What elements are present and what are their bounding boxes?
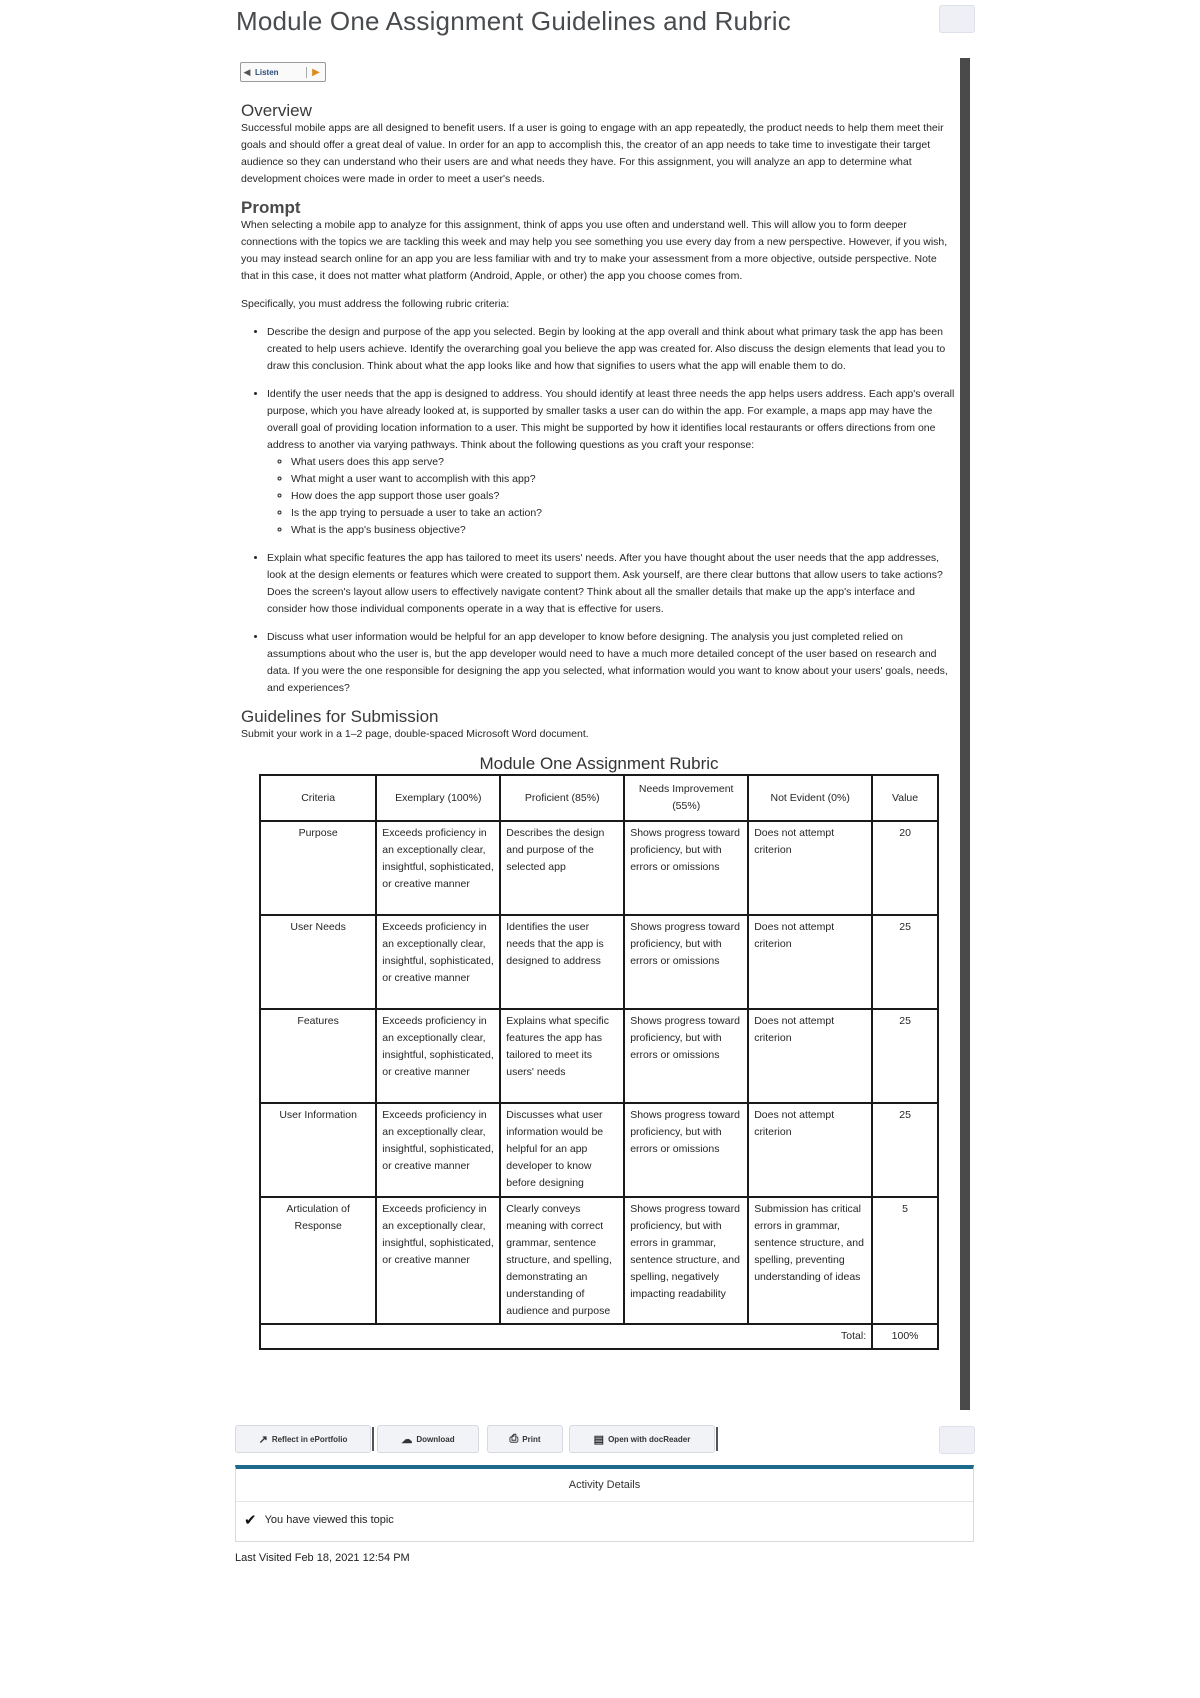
play-icon[interactable]: ▶ xyxy=(306,67,325,78)
rubric-criteria: Purpose xyxy=(260,821,376,915)
action-separator xyxy=(372,1427,374,1451)
rubric-needs-improvement: Shows progress toward proficiency, but with errors or omissions xyxy=(624,915,748,1009)
open-docreader-button[interactable] xyxy=(569,1425,715,1453)
toolbar-corner-button[interactable] xyxy=(939,5,975,33)
rubric-not-evident: Does not attempt criterion xyxy=(748,915,872,1009)
docreader-label: Open with docReader xyxy=(608,1434,691,1444)
rubric-exemplary: Exceeds proficiency in an exceptionally clear, insightful, sophisticated, or creative manner xyxy=(376,821,500,915)
activity-divider xyxy=(236,1501,973,1502)
rubric-value: 5 xyxy=(872,1197,938,1324)
overview-text: Successful mobile apps are all designed to benefit users. If a user is going to engage with an app repeatedly, the product needs to help them meet their goals and should offer a great deal of value. In order for an app to accomplish this, the creator of an app needs to take time to investigate their target audience so they can understand who their users are and what needs they have. For this assignment, you will analyze an app to determine what development choices were made in order to meet a user's needs. xyxy=(241,122,944,185)
speaker-icon: ◀ xyxy=(243,66,251,77)
rubric-row xyxy=(260,1009,938,1103)
rubric-row xyxy=(260,915,938,1009)
rubric-value: 20 xyxy=(872,821,938,915)
criteria-text: Identify the user needs that the app is designed to address. You should identify at least three needs the app helps users address. Each app's overall purpose, which you have already looked at, is supported by smaller tasks a user can do within the app. For example, a maps app may have the overall goal of providing location information to a user. This might be supported by how it identifies local restaurants or offers directions from one address to another via varying pathways. Think about the following questions as you craft your response: xyxy=(267,388,955,451)
rubric-not-evident: Does not attempt criterion xyxy=(748,821,872,915)
print-label: Print xyxy=(522,1434,541,1444)
last-visited: Last Visited Feb 18, 2021 12:54 PM xyxy=(235,1552,410,1564)
rubric-row xyxy=(260,821,938,915)
rubric-header-row xyxy=(260,775,938,821)
guidelines-text: Submit your work in a 1–2 page, double-spaced Microsoft Word document. xyxy=(241,728,589,740)
readspeaker-button[interactable] xyxy=(240,62,326,82)
rubric-row xyxy=(260,1197,938,1324)
questions-list xyxy=(267,454,957,539)
activity-heading: Activity Details xyxy=(568,1479,641,1491)
viewed-status xyxy=(244,1511,973,1529)
rubric-proficient: Clearly conveys meaning with correct grammar, sentence structure, and spelling, demonstrating an understanding of audience and purpose xyxy=(500,1197,624,1324)
readspeaker-label: Listen xyxy=(255,67,279,77)
rubric-header: Exemplary (100%) xyxy=(376,775,500,821)
rubric-needs-improvement: Shows progress toward proficiency, but with errors or omissions xyxy=(624,1103,748,1197)
criteria-text: Explain what specific features the app has tailored to meet its users' needs. After you have thought about the user needs that the app addresses, look at the design elements or features which were created to support them. Ask yourself, are there clear buttons that allow users to take actions? Does the screen's layout allow users to effectively navigate content? Think about all the smaller details that make up the app's interface and consider how those individual components operate in a way that is effective for users. xyxy=(267,552,943,615)
prompt-intro: Specifically, you must address the following rubric criteria: xyxy=(241,298,510,310)
prompt-heading: Prompt xyxy=(241,198,301,217)
criteria-item xyxy=(267,324,957,375)
rubric-table xyxy=(259,774,939,1350)
guidelines-heading: Guidelines for Submission xyxy=(241,707,439,726)
rubric-not-evident: Submission has critical errors in grammar, sentence structure, and spelling, preventing understanding of ideas xyxy=(748,1197,872,1324)
rubric-exemplary: Exceeds proficiency in an exceptionally clear, insightful, sophisticated, or creative manner xyxy=(376,1009,500,1103)
rubric-not-evident: Does not attempt criterion xyxy=(748,1103,872,1197)
rubric-exemplary: Exceeds proficiency in an exceptionally clear, insightful, sophisticated, or creative manner xyxy=(376,915,500,1009)
rubric-title: Module One Assignment Rubric xyxy=(479,754,719,773)
docreader-icon: ▤ xyxy=(593,1433,605,1446)
viewed-text: You have viewed this topic xyxy=(264,1514,394,1526)
download-label: Download xyxy=(416,1434,455,1444)
question-item: ◦ What might a user want to accomplish with this app? xyxy=(291,471,957,488)
rubric-exemplary: Exceeds proficiency in an exceptionally clear, insightful, sophisticated, or creative manner xyxy=(376,1197,500,1324)
rubric-criteria: User Needs xyxy=(260,915,376,1009)
reflect-icon: ↗ xyxy=(258,1433,268,1446)
criteria-item xyxy=(267,550,957,618)
rubric-proficient: Explains what specific features the app has tailored to meet its users' needs xyxy=(500,1009,624,1103)
overview-heading: Overview xyxy=(241,101,312,120)
print-button[interactable] xyxy=(487,1425,563,1453)
question-item: ◦ What is the app's business objective? xyxy=(291,522,957,539)
rubric-needs-improvement: Shows progress toward proficiency, but with errors or omissions xyxy=(624,1009,748,1103)
rubric-proficient: Discusses what user information would be helpful for an app developer to know before designing xyxy=(500,1103,624,1197)
question-item: ◦ How does the app support those user goals? xyxy=(291,488,957,505)
reflect-eportfolio-button[interactable] xyxy=(235,1425,371,1453)
rubric-header: Not Evident (0%) xyxy=(748,775,872,821)
checkmark-icon: ✔ xyxy=(244,1512,257,1529)
document-content xyxy=(241,102,957,1350)
download-icon: ☁ xyxy=(401,1433,413,1446)
question-item: ◦ What users does this app serve? xyxy=(291,454,957,471)
reflect-label: Reflect in ePortfolio xyxy=(271,1434,348,1444)
rubric-needs-improvement: Shows progress toward proficiency, but with errors or omissions xyxy=(624,821,748,915)
page-title: Module One Assignment Guidelines and Rubric xyxy=(236,6,791,36)
rubric-total-row xyxy=(260,1324,938,1349)
criteria-text: Discuss what user information would be helpful for an app developer to know before designing. The analysis you just completed relied on assumptions about who the user is, but the app developer would need to have a much more detailed concept of the user based on research and data. If you were the one responsible for designing the app you selected, what information would you want to know about your users' goals, needs, and experiences? xyxy=(267,631,948,694)
prompt-text: When selecting a mobile app to analyze for this assignment, think of apps you use often and understand well. This will allow you to form deeper connections with the topics we are tackling this week and may help you see something you use every day from a new perspective. However, if you wish, you may instead search online for an app you are less familiar with and try to make your assessment from a more objective, outside perspective. Note that in this case, it does not matter what platform (Android, Apple, or other) the app you choose comes from. xyxy=(241,219,948,282)
rubric-not-evident: Does not attempt criterion xyxy=(748,1009,872,1103)
activity-details-panel xyxy=(235,1465,974,1542)
rubric-proficient: Describes the design and purpose of the selected app xyxy=(500,821,624,915)
criteria-item xyxy=(267,629,957,697)
rubric-row xyxy=(260,1103,938,1197)
rubric-value: 25 xyxy=(872,915,938,1009)
rubric-total-value: 100% xyxy=(872,1324,938,1349)
rubric-header: Needs Improvement (55%) xyxy=(624,775,748,821)
criteria-item xyxy=(267,386,957,539)
rubric-criteria: Articulation of Response xyxy=(260,1197,376,1324)
rubric-needs-improvement: Shows progress toward proficiency, but with errors in grammar, sentence structure, and spelling, negatively impacting readability xyxy=(624,1197,748,1324)
rubric-proficient: Identifies the user needs that the app is designed to address xyxy=(500,915,624,1009)
rubric-header: Value xyxy=(872,775,938,821)
document-actions xyxy=(235,1425,975,1453)
rubric-value: 25 xyxy=(872,1103,938,1197)
rubric-header: Criteria xyxy=(260,775,376,821)
actions-corner-button[interactable] xyxy=(939,1426,975,1454)
question-item: ◦ Is the app trying to persuade a user to take an action? xyxy=(291,505,957,522)
criteria-text: Describe the design and purpose of the app you selected. Begin by looking at the app overall and think about what primary task the app has been created to help users achieve. Identify the overarching goal you believe the app was created for. Also discuss the design elements that lead you to draw this conclusion. Think about what the app looks like and how that signifies to users what the app will enable them to do. xyxy=(267,326,946,372)
rubric-criteria: Features xyxy=(260,1009,376,1103)
rubric-exemplary: Exceeds proficiency in an exceptionally clear, insightful, sophisticated, or creative manner xyxy=(376,1103,500,1197)
print-icon: ⎙ xyxy=(509,1432,519,1445)
rubric-value: 25 xyxy=(872,1009,938,1103)
document-scrollbar[interactable] xyxy=(960,58,970,1410)
action-separator xyxy=(716,1427,718,1451)
rubric-header: Proficient (85%) xyxy=(500,775,624,821)
rubric-criteria: User Information xyxy=(260,1103,376,1197)
download-button[interactable] xyxy=(377,1425,479,1453)
criteria-list xyxy=(241,324,957,697)
rubric-total-label: Total: xyxy=(260,1324,872,1349)
